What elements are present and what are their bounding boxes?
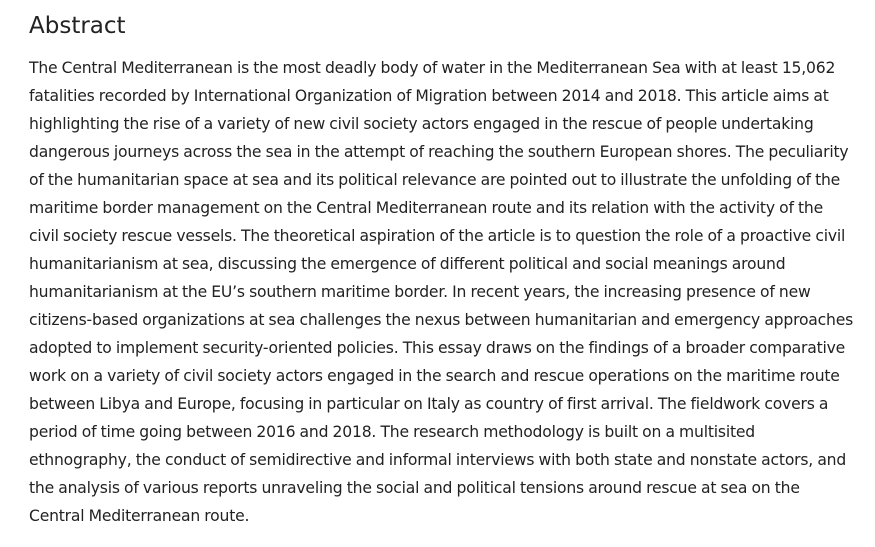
abstract-line: humanitarianism at sea, discussing the emergence of different political and social meanings around — [29, 255, 786, 273]
abstract-line: Central Mediterranean route. — [29, 507, 250, 525]
abstract-line: of the humanitarian space at sea and its political relevance are pointed out to illustrate the unfolding of the — [29, 171, 841, 189]
abstract-line: fatalities recorded by International Organization of Migration between 2014 and 2018. This article aims at — [29, 87, 829, 105]
abstract-line: between Libya and Europe, focusing in particular on Italy as country of first arrival. The fieldwork covers a — [29, 395, 829, 413]
abstract-line: adopted to implement security-oriented policies. This essay draws on the findings of a broader comparative — [29, 339, 846, 357]
abstract-line: work on a variety of civil society actors engaged in the search and rescue operations on the maritime route — [29, 367, 840, 385]
abstract-heading: Abstract — [29, 13, 126, 39]
abstract-body — [29, 54, 859, 530]
abstract-line: citizens-based organizations at sea challenges the nexus between humanitarian and emergency approaches — [29, 311, 854, 329]
abstract-line: period of time going between 2016 and 2018. The research methodology is built on a multisited — [29, 423, 755, 441]
abstract-line: the analysis of various reports unraveling the social and political tensions around rescue at sea on the — [29, 479, 800, 497]
abstract-line: dangerous journeys across the sea in the attempt of reaching the southern European shores. The peculiarity — [29, 143, 849, 161]
abstract-line: highlighting the rise of a variety of new civil society actors engaged in the rescue of people undertaking — [29, 115, 814, 133]
abstract-line: ethnography, the conduct of semidirective and informal interviews with both state and nonstate actors, and — [29, 451, 847, 469]
abstract-line: maritime border management on the Central Mediterranean route and its relation with the activity of the — [29, 199, 824, 217]
abstract-line: The Central Mediterranean is the most deadly body of water in the Mediterranean Sea with at least 15,062 — [29, 59, 836, 77]
abstract-line: civil society rescue vessels. The theoretical aspiration of the article is to question the role of a proactive civil — [29, 227, 846, 245]
abstract-line: humanitarianism at the EU’s southern maritime border. In recent years, the increasing presence of new — [29, 283, 811, 301]
abstract-section — [29, 10, 859, 530]
